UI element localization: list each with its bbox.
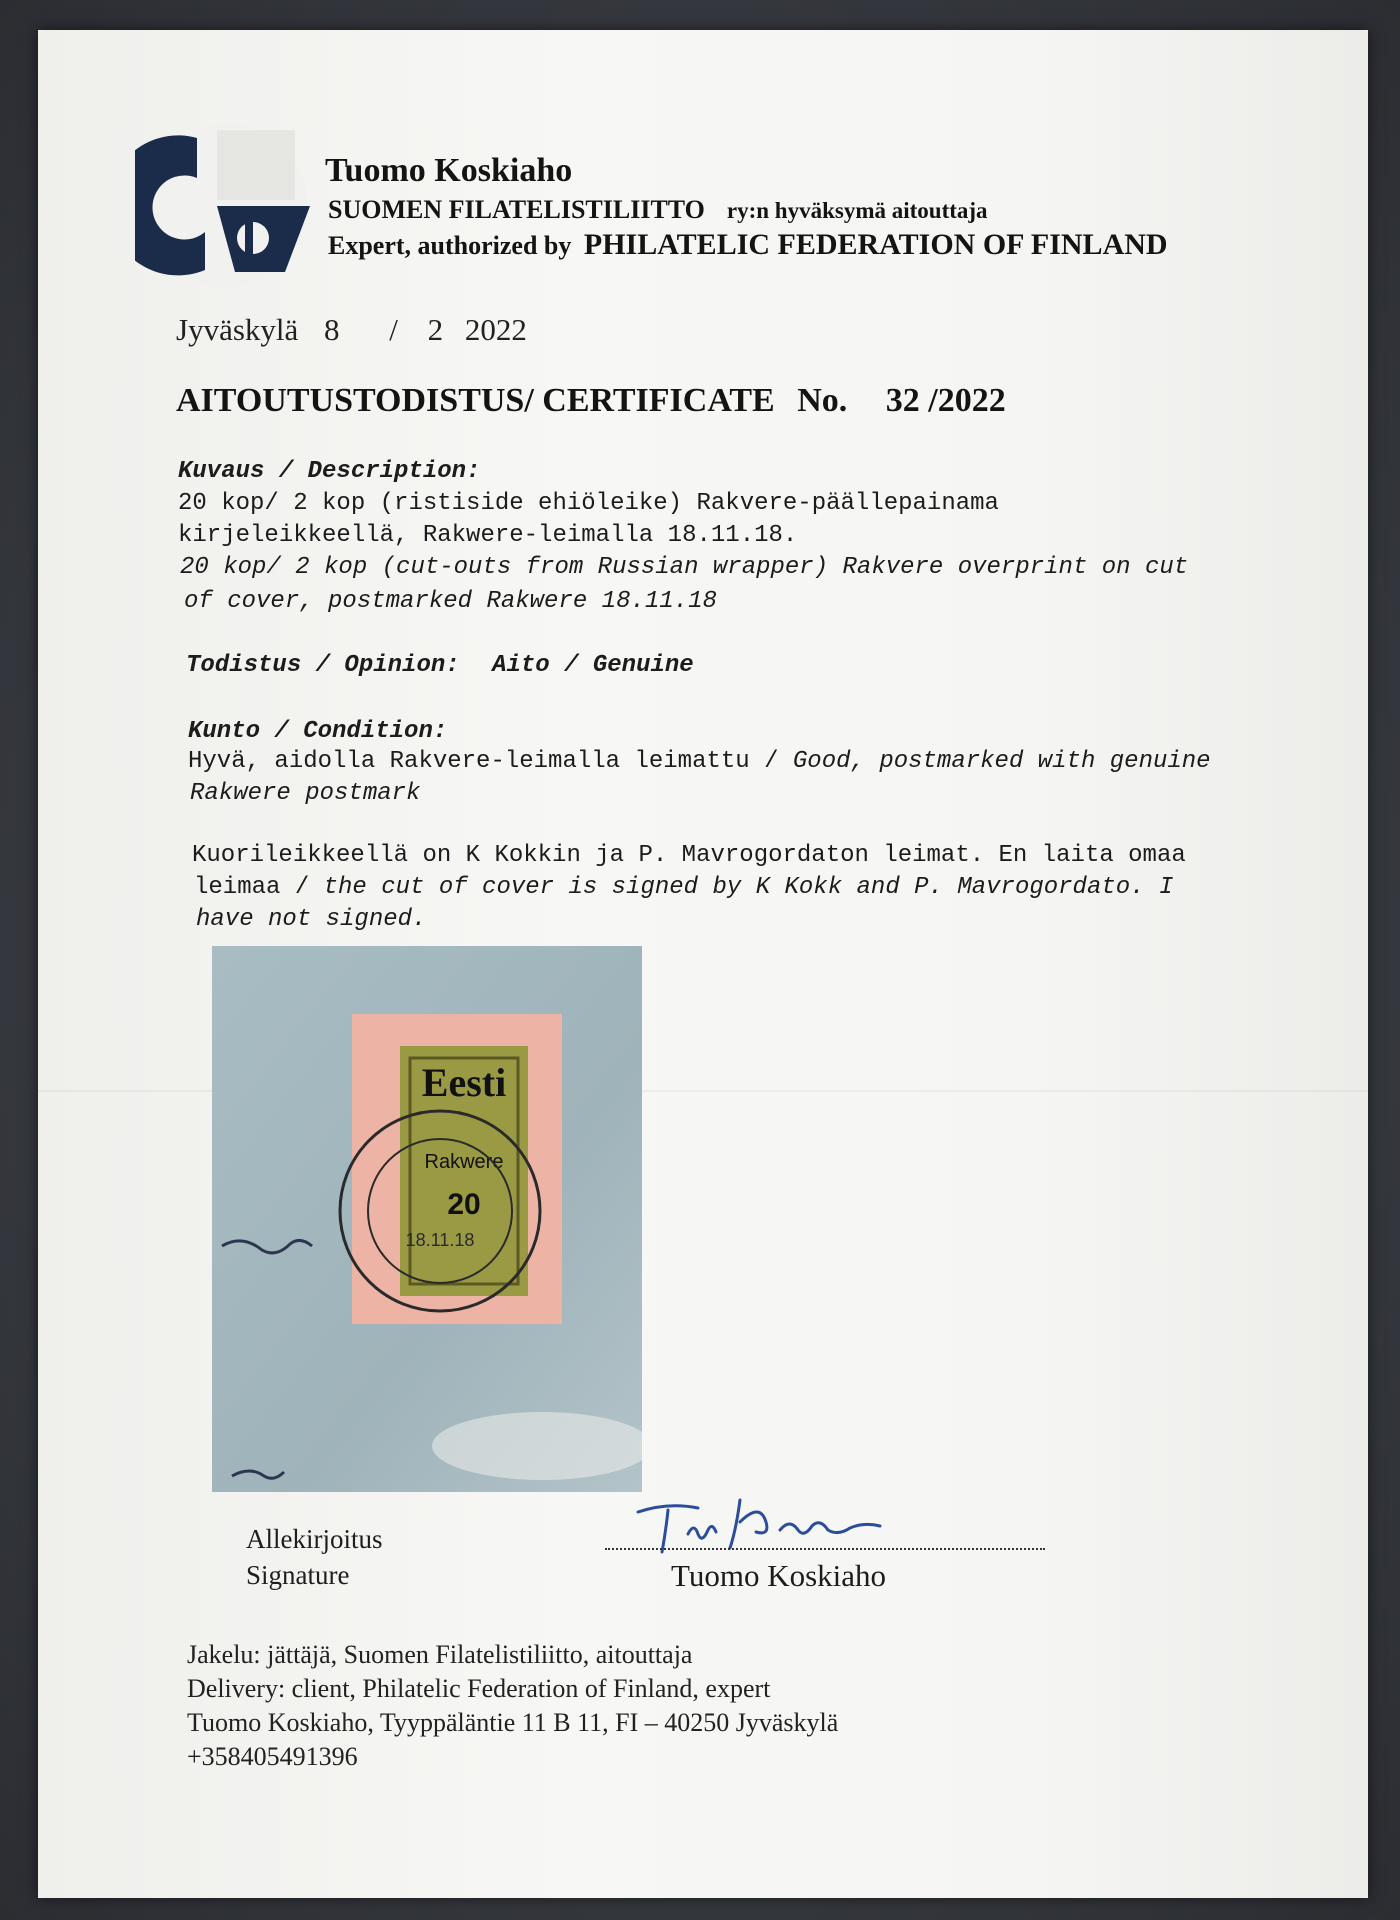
opinion-value: Aito / Genuine	[492, 652, 694, 679]
postmark-date: 18.11.18	[405, 1230, 475, 1250]
authorized-prefix: Expert, authorized by	[328, 231, 572, 260]
overprint-rakwere: Rakwere	[424, 1151, 504, 1173]
stamp-photo	[212, 946, 642, 1492]
footer-address: Tuomo Koskiaho, Tyyppäläntie 11 B 11, FI – 40250 Jyväskylä	[187, 1708, 839, 1737]
overprint-eesti: Eesti	[421, 1060, 507, 1105]
condition-line1	[188, 748, 1211, 775]
description-fi-line1: 20 kop/ 2 kop (ristiside ehiöleike) Rakvere-päällepainama	[178, 490, 999, 517]
footer-phone: +358405491396	[187, 1742, 358, 1771]
date-year: 2022	[464, 312, 527, 347]
certificate-title-line	[176, 382, 1006, 420]
federation-logo-icon	[135, 120, 315, 290]
notes-line2-en: the cut of cover is signed by K Kokk and P. Mavrogordato. I	[323, 874, 1174, 901]
expert-name-heading: Tuomo Koskiaho	[325, 152, 573, 189]
certificate-number: 32 /2022	[885, 382, 1006, 419]
description-fi-line2: kirjeleikkeellä, Rakwere-leimalla 18.11.18.	[178, 522, 798, 549]
signature-dotted-line	[605, 1548, 1045, 1550]
description-en-line2: of cover, postmarked Rakwere 18.11.18	[184, 588, 717, 615]
signature-name: Tuomo Koskiaho	[671, 1558, 887, 1593]
condition-en-line2: Rakwere postmark	[190, 780, 421, 807]
federation-fi-line	[328, 195, 988, 225]
federation-fi: SUOMEN FILATELISTILIITTO	[328, 195, 705, 224]
federation-en-line	[328, 228, 1168, 262]
signature-label-fi: Allekirjoitus	[246, 1524, 383, 1554]
approval-fi: ry:n hyväksymä aitouttaja	[726, 198, 988, 223]
notes-line3: have not signed.	[196, 906, 427, 933]
opinion-label: Todistus / Opinion:	[186, 652, 460, 679]
date-day: 8	[324, 312, 340, 347]
date-month: 2	[427, 312, 444, 347]
condition-label: Kunto / Condition:	[188, 718, 448, 745]
dateline	[176, 312, 527, 348]
notes-line2	[194, 874, 1173, 901]
notes-line2-fi: leimaa /	[194, 874, 310, 901]
signature-label-en: Signature	[246, 1560, 350, 1590]
footer-distribution-en: Delivery: client, Philatelic Federation of Finland, expert	[187, 1674, 771, 1703]
certificate-title: AITOUTUSTODISTUS/ CERTIFICATE	[176, 382, 775, 419]
description-en-line1: 20 kop/ 2 kop (cut-outs from Russian wrapper) Rakvere overprint on cut	[180, 554, 1189, 581]
condition-en-line1: Good, postmarked with genuine	[792, 748, 1211, 775]
footer-distribution-fi: Jakelu: jättäjä, Suomen Filatelistiliitto, aitouttaja	[187, 1640, 693, 1669]
date-separator: /	[389, 312, 398, 347]
opinion-line	[186, 652, 694, 679]
federation-en: PHILATELIC FEDERATION OF FINLAND	[583, 228, 1168, 261]
embossed-seal	[432, 1412, 642, 1480]
certificate-no-label: No.	[797, 382, 848, 419]
date-place: Jyväskylä	[176, 312, 299, 347]
handwritten-signature	[630, 1482, 930, 1562]
notes-line1: Kuorileikkeellä on K Kokkin ja P. Mavrogordaton leimat. En laita omaa	[192, 842, 1186, 869]
condition-fi: Hyvä, aidolla Rakvere-leimalla leimattu /	[188, 748, 779, 775]
description-label: Kuvaus / Description:	[178, 458, 481, 485]
overprint-value: 20	[447, 1188, 481, 1221]
